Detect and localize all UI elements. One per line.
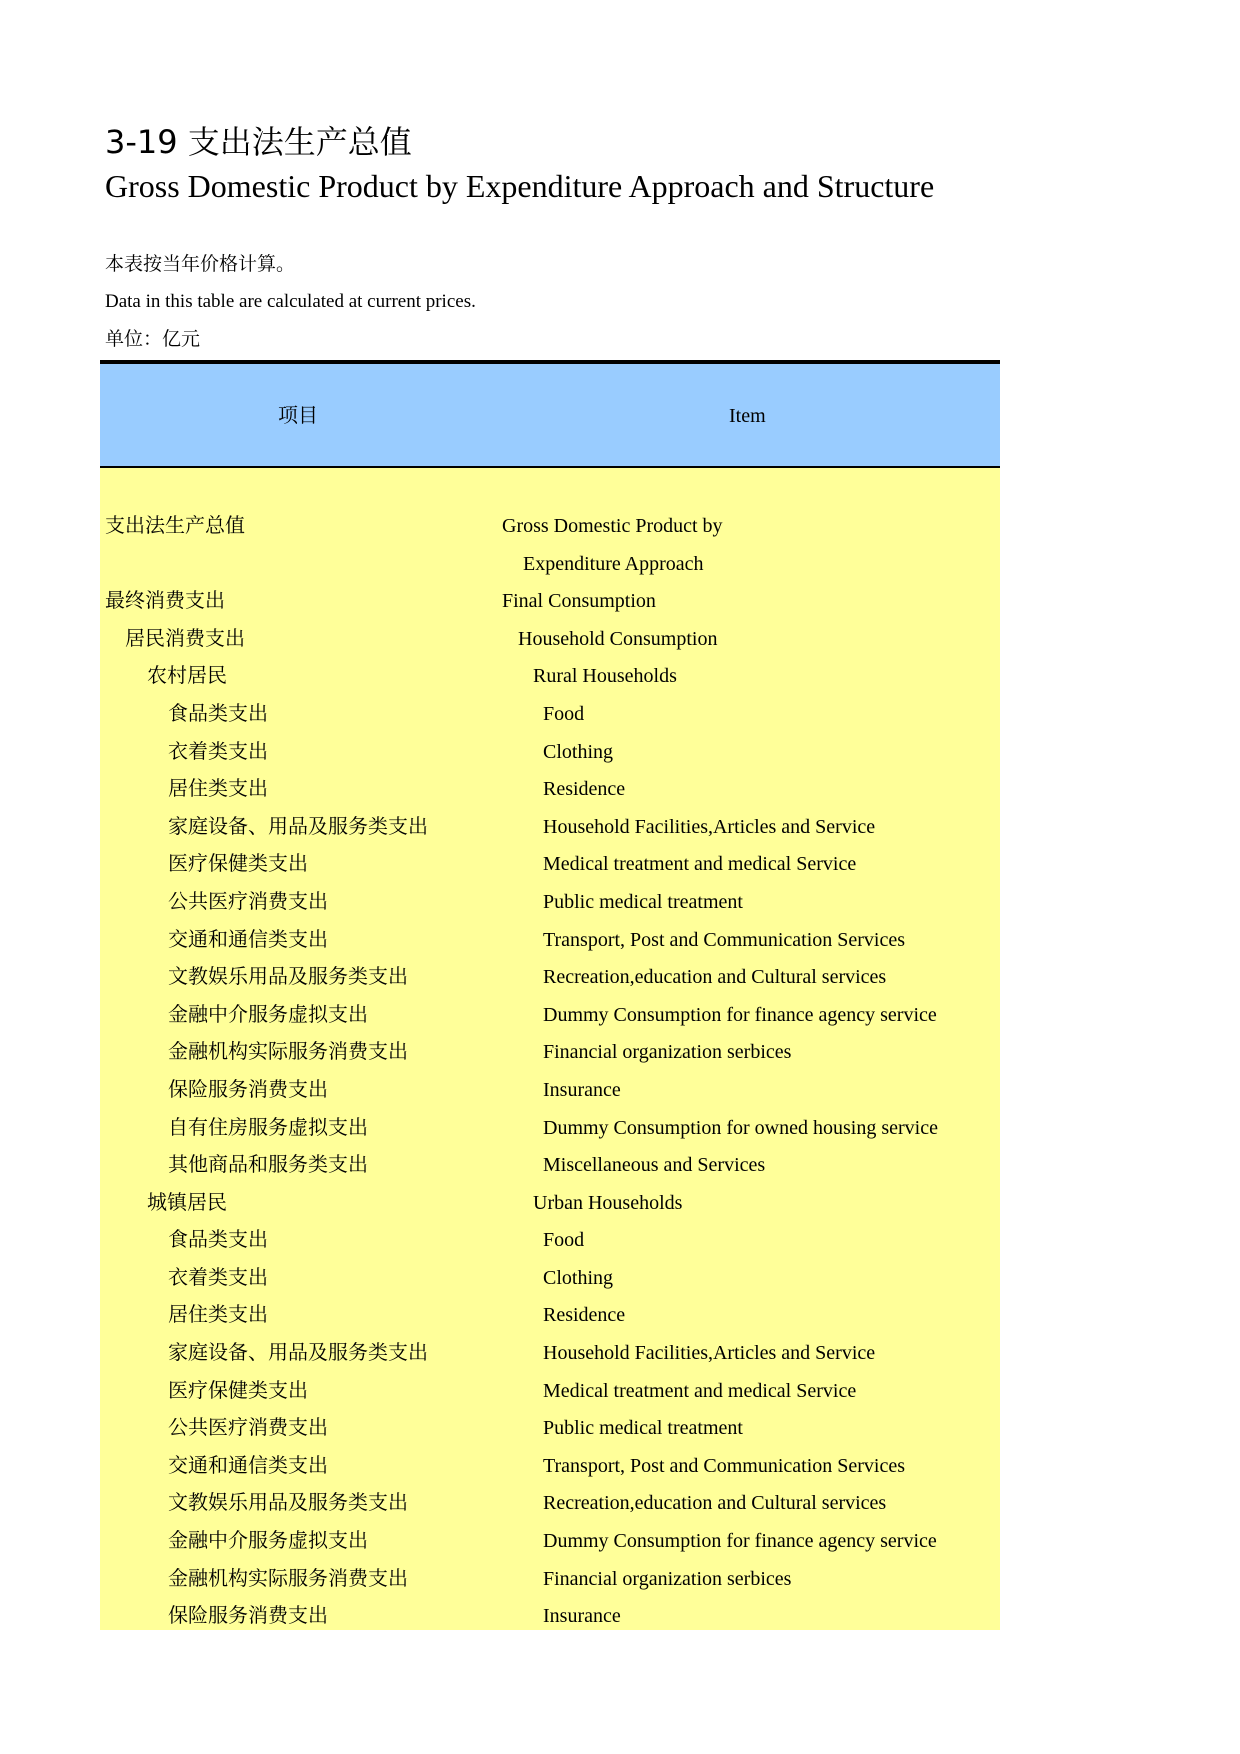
table-row bbox=[100, 508, 1000, 546]
table-row bbox=[100, 771, 1000, 809]
table-row bbox=[100, 1335, 1000, 1373]
row-label-cn: 公共医疗消费支出 bbox=[168, 890, 328, 913]
row-label-cn: 文教娱乐用品及服务类支出 bbox=[168, 1492, 408, 1515]
table-row bbox=[100, 583, 1000, 621]
table-header bbox=[100, 364, 1000, 468]
table-row bbox=[100, 1485, 1000, 1523]
table-row bbox=[100, 1185, 1000, 1223]
row-label-cn: 交通和通信类支出 bbox=[168, 1454, 328, 1477]
table-row bbox=[100, 1410, 1000, 1448]
row-label-cn: 其他商品和服务类支出 bbox=[168, 1154, 368, 1177]
row-label-cn: 家庭设备、用品及服务类支出 bbox=[168, 1342, 428, 1365]
row-label-cn: 公共医疗消费支出 bbox=[168, 1417, 328, 1440]
row-label-cn: 保险服务消费支出 bbox=[168, 1605, 328, 1628]
row-label-en: Financial organization serbices bbox=[543, 1567, 792, 1590]
row-label-cn: 保险服务消费支出 bbox=[168, 1078, 328, 1101]
row-label-en: Medical treatment and medical Service bbox=[543, 853, 857, 876]
row-label-en: Household Facilities,Articles and Service bbox=[543, 1342, 876, 1365]
table-title-en: Gross Domestic Product by Expenditure Approach and Structure bbox=[105, 168, 935, 204]
table-row bbox=[100, 1110, 1000, 1148]
row-label-cn: 居民消费支出 bbox=[125, 627, 245, 650]
row-label-en: Dummy Consumption for finance agency service bbox=[543, 1530, 937, 1553]
table-row bbox=[100, 1222, 1000, 1260]
row-label-cn: 医疗保健类支出 bbox=[168, 853, 308, 876]
row-label-cn: 支出法生产总值 bbox=[105, 515, 245, 537]
row-label-en: Final Consumption bbox=[502, 590, 656, 613]
table-row bbox=[100, 621, 1000, 659]
table-row bbox=[100, 1260, 1000, 1298]
row-label-en: Financial organization serbices bbox=[543, 1041, 792, 1064]
table-row bbox=[100, 1373, 1000, 1411]
row-label-cn: 金融机构实际服务消费支出 bbox=[168, 1041, 408, 1064]
row-label-en: Residence bbox=[543, 1304, 626, 1327]
row-label-cn: 医疗保健类支出 bbox=[168, 1379, 308, 1402]
row-label-cn: 金融中介服务虚拟支出 bbox=[168, 1530, 368, 1553]
row-label-cn: 文教娱乐用品及服务类支出 bbox=[168, 966, 408, 989]
row-label-cn: 农村居民 bbox=[147, 665, 227, 688]
row-label-en: Household Facilities,Articles and Service bbox=[543, 815, 876, 838]
table-row bbox=[100, 1072, 1000, 1110]
table-row bbox=[100, 809, 1000, 847]
table-row bbox=[100, 1523, 1000, 1561]
row-label-cn: 衣着类支出 bbox=[168, 740, 268, 763]
row-label-en: Recreation,education and Cultural services bbox=[543, 1492, 887, 1515]
table-row bbox=[100, 846, 1000, 884]
row-label-cn: 自有住房服务虚拟支出 bbox=[168, 1116, 368, 1139]
table-row bbox=[100, 922, 1000, 960]
table-row bbox=[100, 884, 1000, 922]
table-row bbox=[100, 1034, 1000, 1072]
row-label-en: Residence bbox=[543, 778, 626, 801]
row-label-en: Public medical treatment bbox=[543, 890, 743, 913]
table-row bbox=[100, 546, 1000, 584]
row-label-en: Transport, Post and Communication Services bbox=[543, 1454, 906, 1477]
unit-label: 单位：亿元 bbox=[105, 329, 201, 350]
row-label-en: Transport, Post and Communication Services bbox=[543, 928, 906, 951]
row-label-en: Household Consumption bbox=[518, 627, 718, 650]
row-label-en: Dummy Consumption for finance agency service bbox=[543, 1003, 937, 1026]
row-label-en: Miscellaneous and Services bbox=[543, 1154, 766, 1177]
row-label-en: Urban Households bbox=[533, 1191, 683, 1214]
row-label-cn: 衣着类支出 bbox=[168, 1266, 268, 1289]
row-label-en: Public medical treatment bbox=[543, 1417, 743, 1440]
row-label-en: Gross Domestic Product by bbox=[502, 515, 723, 537]
table-row bbox=[100, 734, 1000, 772]
row-label-en: Insurance bbox=[543, 1078, 621, 1101]
row-label-cn: 交通和通信类支出 bbox=[168, 928, 328, 951]
table-row bbox=[100, 959, 1000, 997]
header-en: Item bbox=[729, 405, 766, 427]
row-label-cn: 家庭设备、用品及服务类支出 bbox=[168, 815, 428, 838]
row-label-en: Clothing bbox=[543, 740, 614, 763]
note-cn: 本表按当年价格计算。 bbox=[105, 254, 296, 275]
table-row bbox=[100, 658, 1000, 696]
row-label-en: Recreation,education and Cultural services bbox=[543, 966, 887, 989]
table-body bbox=[100, 468, 1000, 1630]
table-row bbox=[100, 1561, 1000, 1599]
note-en: Data in this table are calculated at current prices. bbox=[105, 291, 476, 312]
row-label-en: Food bbox=[543, 1229, 585, 1252]
row-label-cn: 食品类支出 bbox=[168, 702, 268, 725]
row-label-cn: 居住类支出 bbox=[168, 778, 268, 801]
row-label-cn: 食品类支出 bbox=[168, 1229, 268, 1252]
row-label-en: Medical treatment and medical Service bbox=[543, 1379, 857, 1402]
row-label-cn: 最终消费支出 bbox=[105, 590, 225, 613]
table-title-cn: 3-19 支出法生产总值 bbox=[105, 123, 412, 161]
table-row bbox=[100, 1297, 1000, 1335]
row-label-en: Expenditure Approach bbox=[523, 552, 704, 575]
row-label-cn: 金融中介服务虚拟支出 bbox=[168, 1003, 368, 1026]
table-row bbox=[100, 696, 1000, 734]
row-label-cn: 居住类支出 bbox=[168, 1304, 268, 1327]
table-row bbox=[100, 997, 1000, 1035]
row-label-en: Rural Households bbox=[533, 665, 677, 688]
row-label-cn: 金融机构实际服务消费支出 bbox=[168, 1567, 408, 1590]
row-label-en: Clothing bbox=[543, 1266, 614, 1289]
row-label-en: Dummy Consumption for owned housing service bbox=[543, 1116, 938, 1139]
header-cn: 项目 bbox=[278, 405, 318, 427]
table-row bbox=[100, 1598, 1000, 1636]
table-row bbox=[100, 1147, 1000, 1185]
row-label-en: Insurance bbox=[543, 1605, 621, 1628]
table-row bbox=[100, 1448, 1000, 1486]
data-table bbox=[100, 360, 1000, 1630]
row-label-en: Food bbox=[543, 702, 585, 725]
row-label-cn: 城镇居民 bbox=[147, 1191, 227, 1214]
